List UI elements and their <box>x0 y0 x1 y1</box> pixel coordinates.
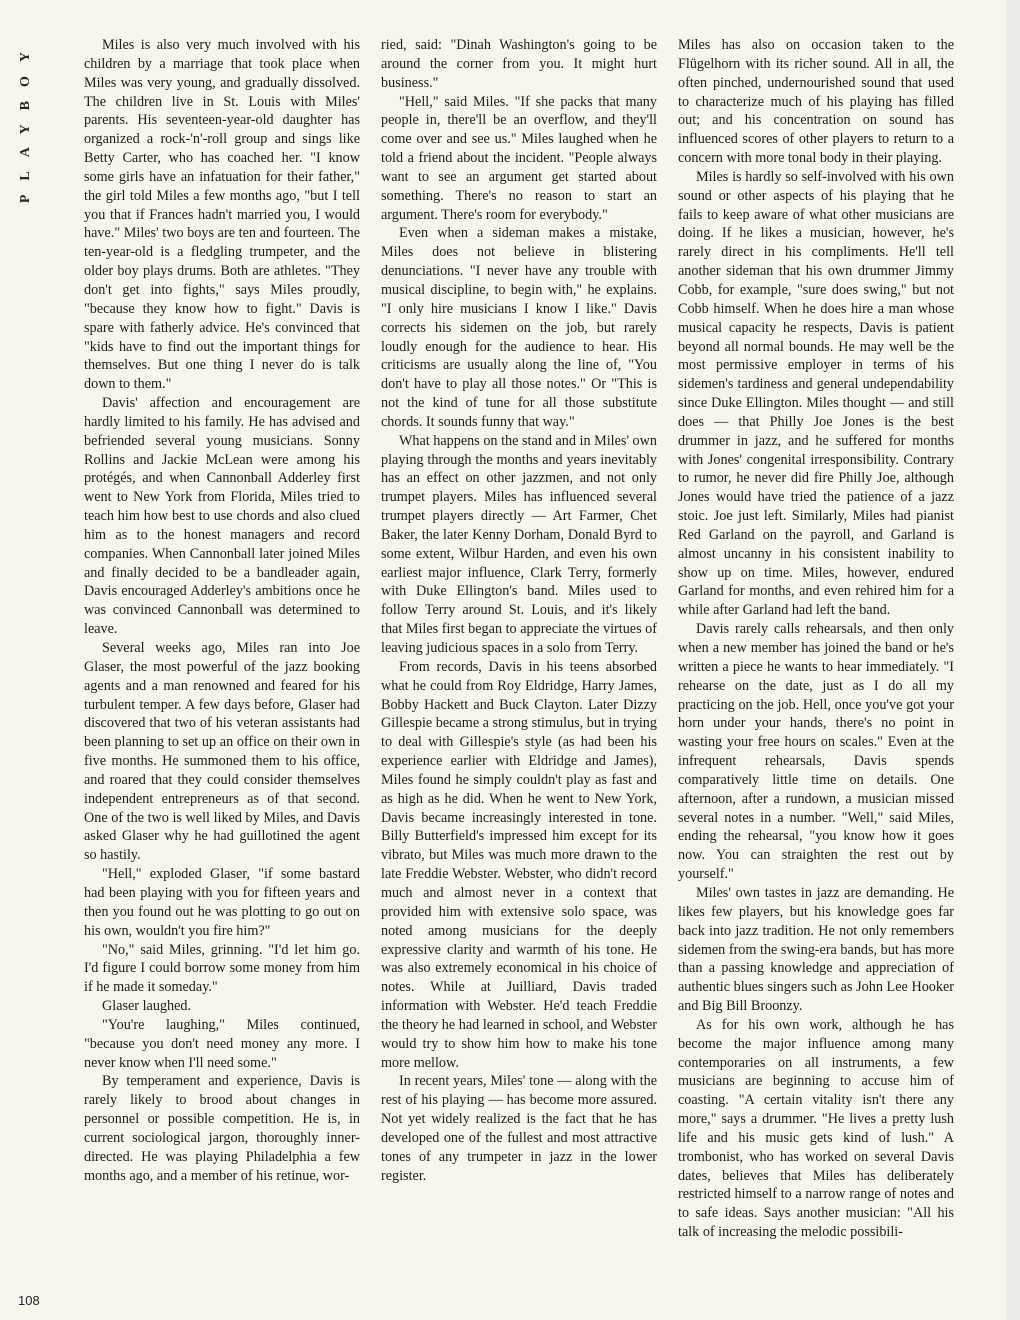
paragraph: "Hell," exploded Glaser, "if some bastard had been playing with you for fifteen years and then you found out he was plotting to go out on his own, wouldn't you fire him?" <box>84 866 360 939</box>
paragraph: "Hell," said Miles. "If she packs that many people in, there'll be an overflow, and they'll come over and see us." Miles laughed when he told a friend about the incident. "People always want to see an argument get started about something. There's no reason to start an argument. There's room for everybody." <box>381 93 657 223</box>
paragraph: Miles is hardly so self-involved with his own sound or other aspects of his playing that he fails to keep aware of what other musicians are doing. If he likes a musician, however, he's rarely direct in his compliments. He'll tell another sideman that his own drummer Jimmy Cobb, for example, "sure does swing," but not Cobb himself. When he does hire a man whose musical capacity he respects, Davis is patient beyond all normal bounds. He may well be the most permissive employer in terms of his sidemen's tardiness and general undependability since Duke Ellington. Miles thought — and still does — that Philly Joe Jones is the best drummer in jazz, and he suffered for months with Jones' congenital irresponsibility. Contrary to rumor, he never did fire Philly Joe, although Jones would have tried the patience of a jazz stoic. Joe just left. Similarly, Miles had pianist Red Garland on the payroll, and Garland is almost uncanny in his consistent inability to show up on time. Miles, however, endured Garland for months, and even rehired him for a while after Garland had left the band. <box>678 168 954 619</box>
paragraph: By temperament and experience, Davis is rarely likely to brood about changes in personnel or possible competition. He is, in current sociological jargon, thoroughly inner-directed. He was playing Philadelphia a few months ago, and a member of his retinue, wor- <box>84 1073 360 1184</box>
paragraph: Davis rarely calls rehearsals, and then only when a new member has joined the band or he's written a piece he wants to hear immediately. "I rehearse on the date, just as I do all my practicing on the job. Hell, once you've got your horn under your hands, there's no point in wasting your free hours on scales." Even at the infrequent rehearsals, Davis spends comparatively little time on details. One afternoon, after a rundown, a musician missed several notes in a number. "Well," said Miles, ending the rehearsal, "you know how it goes now. You can straighten the rest out by yourself." <box>678 621 954 883</box>
paragraph: Several weeks ago, Miles ran into Joe Glaser, the most powerful of the jazz booking agents and a man renowned and feared for his turbulent temper. A few days before, Glaser had discovered that two of his veteran assistants had been planning to set up an office on their own in five months. He summoned them to his office, and roared that they could consider themselves independent entrepreneurs as of that second. One of the two is well liked by Miles, and Davis asked Glaser why he had guillotined the agent so hastily. <box>84 640 360 864</box>
paragraph: Even when a sideman makes a mistake, Miles does not believe in blistering denunciations. "I never have any trouble with musical discipline, to begin with," he explains. "I only hire musicians I know I like." Davis corrects his sidemen on the job, but rarely loudly enough for the audience to hear. His criticisms are usually along the line of, "You don't have to play all those notes." Or "This is not the kind of tune for all those substitute chords. It sounds funny that way." <box>381 225 657 430</box>
running-head: PLAYBOY <box>18 38 33 204</box>
paragraph: What happens on the stand and in Miles' own playing through the months and years inevitably has an effect on other jazzmen, and not only trumpet players. Miles has influenced several trumpet players directly — Art Farmer, Chet Baker, the later Kenny Dorham, Donald Byrd to some extent, Wilbur Harden, and even his own earliest major influence, Clark Terry, formerly with Duke Ellington's band. Miles used to follow Terry around St. Louis, and it's likely that Miles first began to appreciate the virtues of leaving judicious spaces in a solo from Terry. <box>381 432 657 656</box>
text-column-3 <box>678 36 954 1242</box>
text-column-1 <box>84 36 360 1185</box>
paragraph: "No," said Miles, grinning. "I'd let him go. I'd figure I could borrow some money from him if he made it someday." <box>84 941 360 996</box>
paragraph: Glaser laughed. <box>102 998 192 1015</box>
paragraph: Miles is also very much involved with his children by a marriage that took place when Miles was very young, and gradually dissolved. The children live in St. Louis with Miles' parents. His seventeen-year-old daughter has organized a rock-'n'-roll group and sings like Betty Carter, who has coached her. "I know some girls have an infatuation for their father," the girl told Miles a few months ago, "but I tell you that if Frances hadn't married you, I would have." Miles' two boys are ten and fourteen. The ten-year-old is a fledgling trumpeter, and the older boy plays drums. Both are athletes. "They don't get into fights," says Miles proudly, "because they know how to fight." Davis is spare with fatherly advice. He's convinced that "kids have to find out the important things for themselves. But one thing I never do is talk down to them." <box>84 37 360 393</box>
paragraph: In recent years, Miles' tone — along with the rest of his playing — has become more assured. Not yet widely realized is the fact that he has developed one of the fullest and most attractive tones of any trumpeter in jazz in the lower register. <box>381 1073 657 1184</box>
paragraph: As for his own work, although he has become the major influence among many contemporaries on all instruments, a few musicians are beginning to accuse him of coasting. "A certain vitality isn't there any more," says a drummer. "He lives a pretty lush life and his music gets kind of lush." A trombonist, who has worked on several Davis dates, believes that Miles has deliberately restricted himself to a narrow range of notes and to safe ideas. Says another musician: "All his talk of increasing the melodic possibili- <box>678 1016 954 1241</box>
paragraph: Miles has also on occasion taken to the Flügelhorn with its richer sound. All in all, the often pinched, undernourished sound that used to characterize much of his playing has filled out; and his concentration on sound has influenced scores of other players to return to a concern with more tonal body in their playing. <box>678 37 954 167</box>
paragraph: Miles' own tastes in jazz are demanding. He likes few players, but his knowledge goes far back into jazz tradition. He not only remembers sidemen from the swing-era bands, but has more than a passing knowledge and appreciation of authentic blues singers such as John Lee Hooker and Big Bill Broonzy. <box>678 884 954 1015</box>
paragraph: "You're laughing," Miles continued, "because you don't need money any more. I never know when I'll need some." <box>84 1016 360 1071</box>
paragraph: ried, said: "Dinah Washington's going to be around the corner from you. It might hurt business." <box>381 37 657 91</box>
page-edge <box>1006 0 1020 1320</box>
page-number: 108 <box>18 1293 40 1308</box>
paragraph: From records, Davis in his teens absorbed what he could from Roy Eldridge, Harry James, Bobby Hackett and Buck Clayton. Later Dizzy Gillespie became a strong stimulus, but in trying to deal with Gillespie's style (as had been his experience earlier with Eldridge and James), Miles found he simply couldn't play as fast and as high as he did. When he went to New York, Davis became increasingly interested in tone. Billy Butterfield's impressed him except for its vibrato, but Miles was much more drawn to the late Freddie Webster. Webster, who didn't record much and almost never in a context that provided him with extensive solo space, was noted among musicians for the deeply expressive clarity and warmth of his tone. He was also extremely economical in his choice of notes. While at Juilliard, Davis traded information with Webster. He'd teach Freddie the theory he had learned in school, and Webster would try to show him how to make his tone more mellow. <box>381 658 657 1071</box>
text-column-2 <box>381 36 657 1185</box>
paragraph: Davis' affection and encouragement are hardly limited to his family. He has advised and befriended several young musicians. Sonny Rollins and Jackie McLean were among his protégés, and when Cannonball Adderley first went to New York from Florida, Miles tried to teach him how best to use chords and also clued him as to the honest managers and record companies. When Cannonball later joined Miles and finally decided to be a bandleader again, Davis encouraged Adderley's ambitions once he was convinced Cannonball was determined to leave. <box>84 395 360 638</box>
